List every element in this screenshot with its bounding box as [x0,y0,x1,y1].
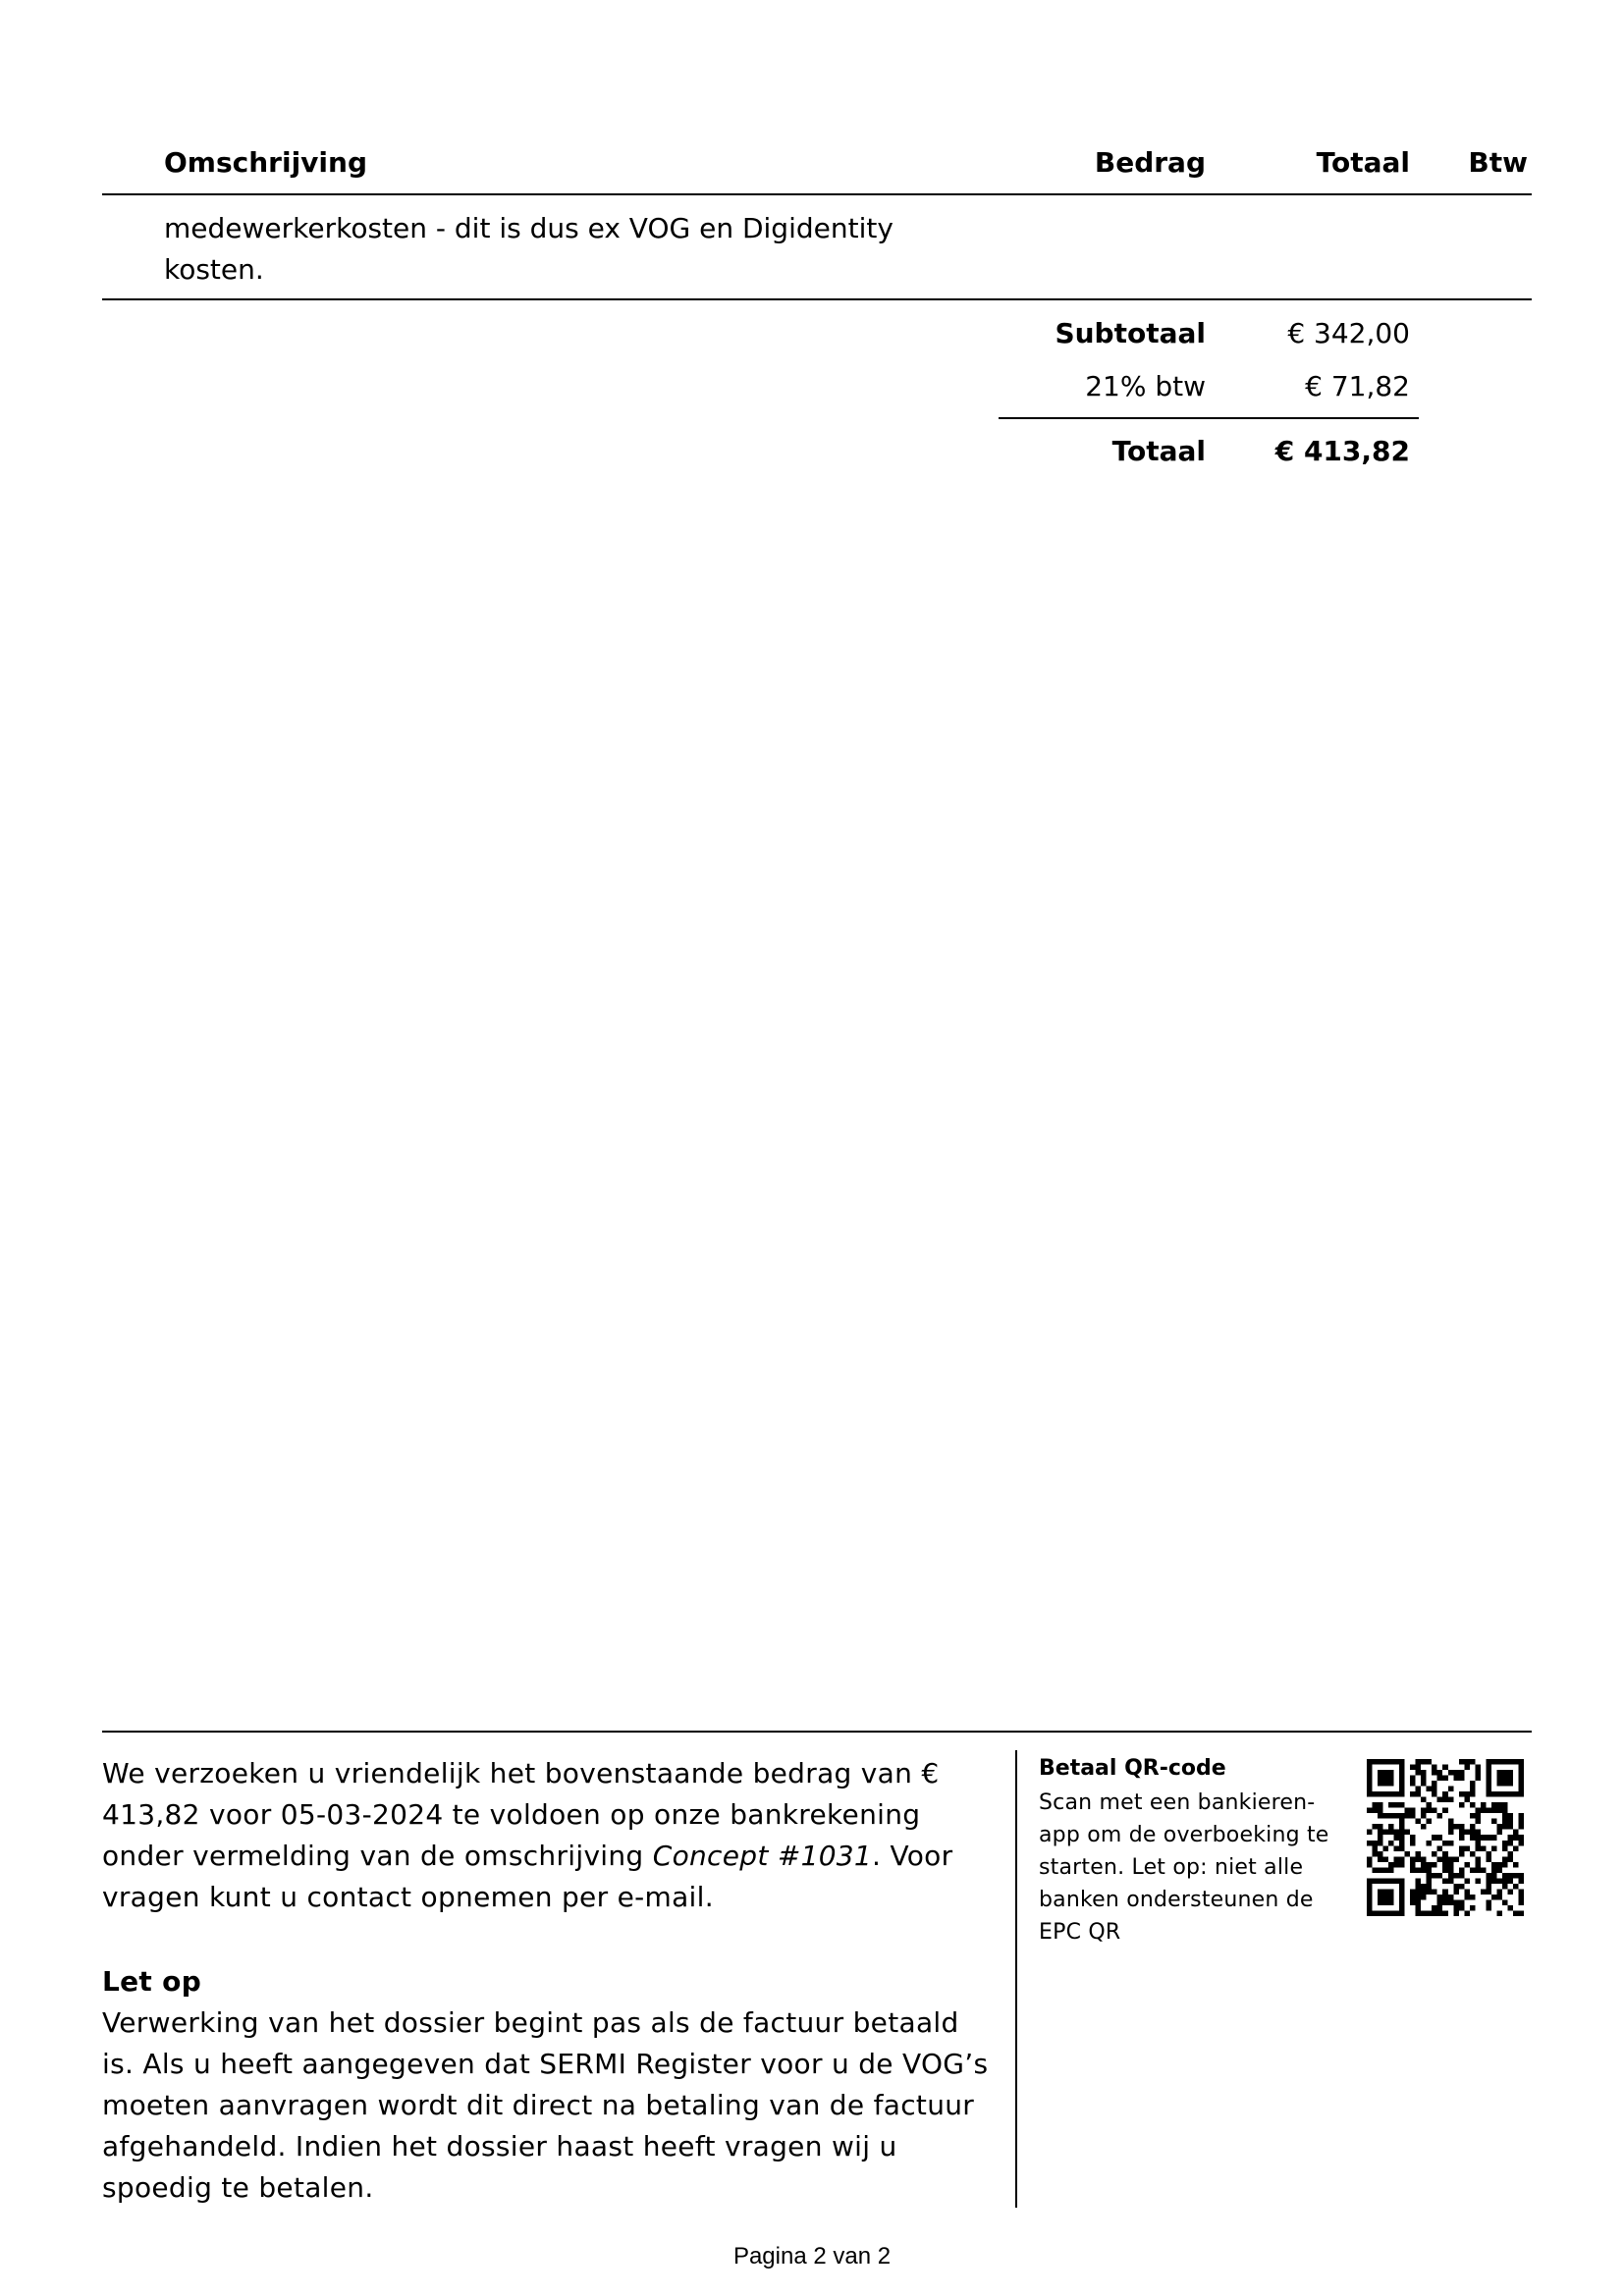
subtotal-value: € 342,00 [1287,317,1410,349]
footer-column-divider [1015,1750,1017,2208]
subtotal-label: Subtotaal [1055,317,1206,349]
column-header-description: Omschrijving [164,146,368,179]
column-header-vat: Btw [1468,146,1528,179]
payment-instructions [102,1753,996,1918]
column-header-amount: Bedrag [1094,146,1206,179]
qr-title: Betaal QR-code [1039,1756,1226,1781]
notice-heading: Let op [102,1965,202,1998]
vat-value: € 71,82 [1305,370,1410,402]
vat-label: 21% btw [1085,370,1206,402]
payment-text-after-reference: . Voor vragen kunt u contact opnemen per e-mail. [102,1840,953,1913]
notice-section [102,1961,996,2209]
table-bottom-divider [102,298,1532,300]
notice-text: Verwerking van het dossier begint pas als de factuur betaald is. Als u heeft aangegeven dat SERMI Register voor u de VOG’s moeten aanvragen wordt dit direct na betaling van de factuur afgehandeld. Indien het dossier haast heeft vragen wij u spoedig te betalen. [102,2006,989,2204]
payment-reference: Concept #1031 [652,1840,873,1872]
payment-text-before-reference: We verzoeken u vriendelijk het bovenstaande bedrag van € 413,82 voor 05-03-2024 te voldoen op onze bankrekening onder vermelding van de omschrijving [102,1757,940,1872]
total-label: Totaal [1111,435,1206,467]
qr-code-icon [1367,1759,1524,1916]
footer-divider [102,1731,1532,1733]
summary-total-divider [999,417,1419,419]
column-header-total: Totaal [1316,146,1410,179]
total-value: € 413,82 [1274,435,1410,467]
table-row-description: medewerkerkosten - dit is dus ex VOG en Digidentity kosten. [164,212,893,286]
table-header-divider [102,193,1532,195]
page-number: Pagina 2 van 2 [732,2243,892,2269]
qr-instructions: Scan met een bankieren-app om de overboeking te starten. Let op: niet alle banken ondersteunen de EPC QR [1039,1790,1329,1945]
